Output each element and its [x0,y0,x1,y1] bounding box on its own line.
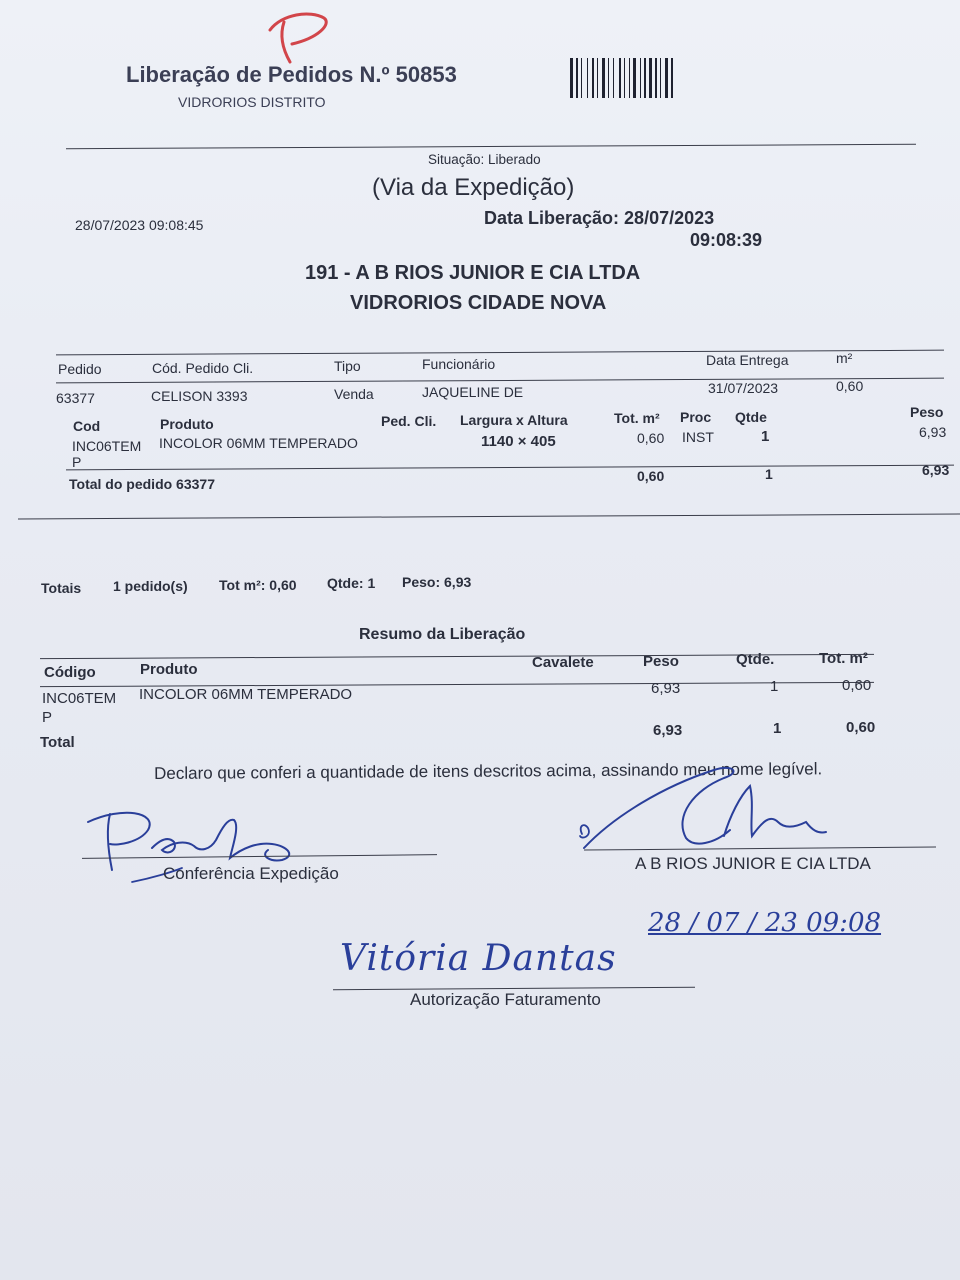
release-time: 09:08:39 [690,230,763,250]
status-situacao: Situação: Liberado [428,152,541,167]
totals-label: Totais [41,580,82,596]
item-header-cod: Cod [73,418,101,434]
signature-label-conferencia: Conferência Expedição [163,864,339,883]
order-total-peso: 6,93 [922,462,950,478]
client-name: 191 - A B RIOS JUNIOR E CIA LTDA [305,262,641,284]
summary-header-cavalete: Cavalete [532,654,594,671]
handwritten-p-mark [262,8,334,66]
item-tot-m2: 0,60 [637,430,665,446]
summary-product: INCOLOR 06MM TEMPERADO [139,686,353,703]
employee: JAQUELINE DE [422,384,524,400]
summary-title: Resumo da Liberação [359,626,526,643]
summary-code: INC06TEM [42,690,117,707]
copy-type: (Via da Expedição) [372,174,575,201]
order-header-rule [56,378,944,384]
item-dimensions: 1140 × 405 [481,433,556,450]
totals-orders: 1 pedido(s) [113,578,188,594]
signature-label-autorizacao: Autorização Faturamento [410,990,601,1009]
signature-label-client: A B RIOS JUNIOR E CIA LTDA [635,854,871,873]
summary-weight: 6,93 [651,680,681,697]
item-header-dims: Largura x Altura [460,412,568,428]
client-order-code: CELISON 3393 [151,388,248,404]
summary-total-label: Total [40,734,75,751]
item-header-produto: Produto [160,416,214,432]
delivery-date: 31/07/2023 [708,380,779,396]
header-tipo: Tipo [334,358,361,374]
summary-total-weight: 6,93 [653,722,683,739]
printed-timestamp: 28/07/2023 09:08:45 [75,217,204,233]
release-date: Data Liberação: 28/07/2023 [484,208,715,228]
summary-header-codigo: Código [44,664,96,681]
issuer-name: VIDRORIOS DISTRITO [178,94,326,110]
signature-autorizacao: Vitória Dantas [340,938,617,979]
order-total-label: Total do pedido 63377 [69,476,215,492]
order-table-top-rule [56,350,944,356]
item-header-ped-cli: Ped. Cli. [381,413,437,429]
totals-m2: Tot m²: 0,60 [219,577,297,593]
summary-qty: 1 [770,678,779,695]
item-header-proc: Proc [680,409,712,425]
item-code-cont: P [72,454,82,470]
order-number: 63377 [56,390,95,406]
summary-m2: 0,60 [842,677,872,694]
divider [66,144,916,149]
header-funcionario: Funcionário [422,356,496,372]
item-header-peso: Peso [910,404,944,420]
order-total-qtde: 1 [765,466,773,482]
signature-client [574,756,844,856]
item-code: INC06TEM [72,438,142,454]
item-product: INCOLOR 06MM TEMPERADO [159,435,358,451]
item-peso: 6,93 [919,424,947,440]
item-proc: INST [682,429,714,445]
declaration-text: Declaro que conferi a quantidade de itens descritos acima, assinando meu nome legível. [154,759,823,783]
totals-qty: Qtde: 1 [327,575,376,591]
item-qtde: 1 [761,428,770,445]
summary-header-qtde: Qtde. [736,651,775,668]
order-m2: 0,60 [836,378,864,394]
client-branch: VIDRORIOS CIDADE NOVA [350,292,607,314]
summary-code-cont: P [42,709,53,726]
order-total-m2: 0,60 [637,468,665,484]
document-title: Liberação de Pedidos N.º 50853 [126,62,457,87]
header-m2: m² [836,350,853,366]
barcode [570,58,720,98]
order-type: Venda [334,386,374,402]
order-table-bottom-rule [18,514,960,520]
summary-total-m2: 0,60 [846,719,876,736]
summary-total-qty: 1 [773,720,782,737]
header-cod-pedido-cli: Cód. Pedido Cli. [152,360,254,376]
totals-weight: Peso: 6,93 [402,574,472,590]
summary-header-produto: Produto [140,661,198,678]
handwritten-date: 28 / 07 / 23 09:08 [648,908,882,938]
header-pedido: Pedido [58,361,102,377]
header-data-entrega: Data Entrega [706,352,789,368]
summary-header-tot-m2: Tot. m² [819,650,868,667]
order-total-rule [66,465,954,471]
summary-header-peso: Peso [643,653,679,670]
item-header-tot-m2: Tot. m² [614,410,660,426]
item-header-qtde: Qtde [735,409,767,425]
